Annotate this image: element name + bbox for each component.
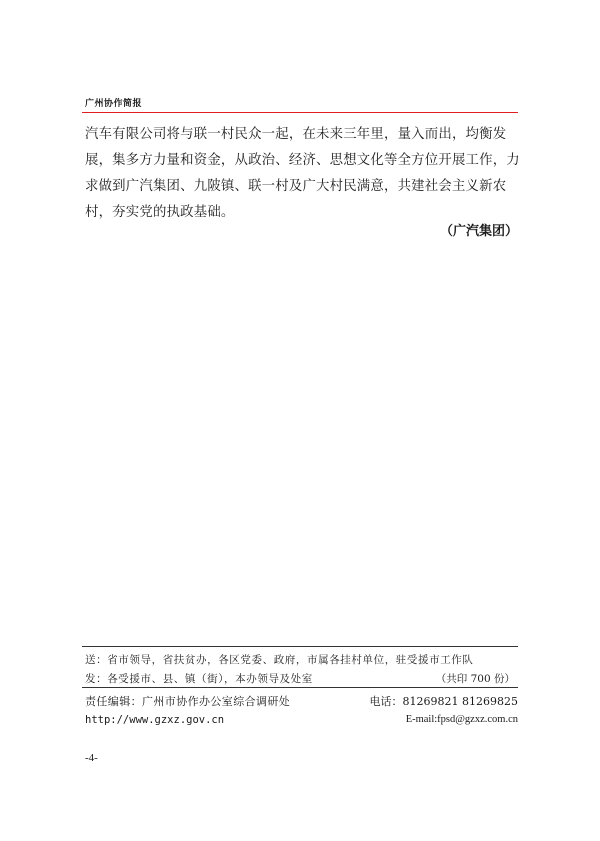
distribution-top-rule (82, 646, 518, 647)
distribution-bottom-rule (82, 687, 518, 688)
body-line: 求做到广汽集团、九陂镇、联一村及广大村民满意，共建社会主义新农 (85, 179, 507, 194)
website-link[interactable]: http://www.gzxz.gov.cn (85, 714, 225, 726)
distribution-send-list: 送：省市领导，省扶贫办，各区党委、政府，市属各挂村单位，驻受援市工作队 (85, 654, 474, 666)
author-signature: （广汽集团） (439, 224, 518, 239)
page-number: -4- (85, 752, 98, 764)
body-line: 展，集多方力量和资金，从政治、经济、思想文化等全方位开展工作，力 (85, 153, 520, 168)
contact-email[interactable]: E-mail:fpsd@gzxz.com.cn (405, 714, 518, 725)
body-line: 汽车有限公司将与联一村民众一起，在未来三年里，量入而出，均衡发 (85, 127, 507, 142)
body-paragraph (85, 122, 520, 226)
body-line: 村，夯实党的执政基础。 (85, 205, 235, 220)
print-count: （共印 700 份） (435, 673, 515, 685)
header-divider (82, 112, 518, 113)
contact-phone: 电话：81269821 81269825 (369, 695, 518, 708)
bulletin-header-title: 广州协作简报 (85, 99, 143, 109)
distribution-issue-list: 发：各受援市、县、镇（街），本办领导及处室 (85, 673, 313, 685)
responsible-editor: 责任编辑：广州市协作办公室综合调研处 (85, 695, 291, 708)
